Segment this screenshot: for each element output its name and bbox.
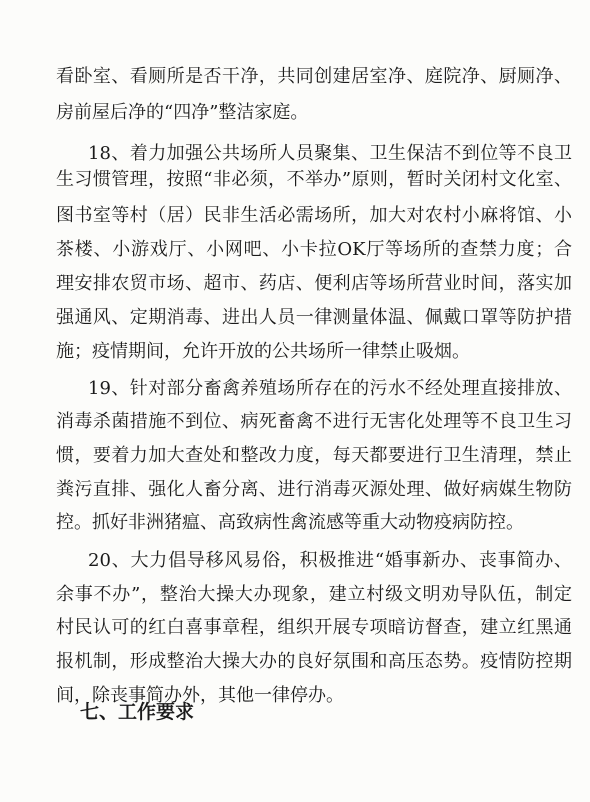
text-line: 18、着力加强公共场所人员聚集、卫生保洁不到位等不良卫: [88, 143, 572, 164]
text-line: 间，除丧事简办外，其他一律停办。: [56, 685, 344, 706]
text-line: 看卧室、看厕所是否干净，共同创建居室净、庭院净、厨厕净、: [56, 66, 572, 87]
text-line: 20、大力倡导移风易俗，积极推进“婚事新办、丧事简办、: [88, 550, 572, 571]
text-line: 茶楼、小游戏厅、小网吧、小卡拉OK厅等场所的查禁力度；合: [56, 239, 572, 260]
text-line: 报机制，形成整治大操大办的良好氛围和高压态势。疫情防控期: [56, 651, 572, 672]
section-heading: 七、工作要求: [80, 701, 195, 723]
text-line: 惯，要着力加大查处和整改力度，每天都要进行卫生清理，禁止: [56, 445, 572, 466]
text-line: 图书室等村（居）民非生活必需场所，加大对农村小麻将馆、小: [56, 205, 572, 226]
text-line: 消毒杀菌措施不到位、病死畜禽不进行无害化处理等不良卫生习: [56, 411, 572, 432]
text-line: 控。抓好非洲猪瘟、高致病性禽流感等重大动物疫病防控。: [56, 512, 524, 533]
text-line: 余事不办”，整治大操大办现象，建立村级文明劝导队伍，制定: [56, 584, 572, 605]
text-line: 19、针对部分畜禽养殖场所存在的污水不经处理直接排放、: [88, 378, 572, 399]
text-line: 房前屋后净的“四净”整洁家庭。: [56, 102, 309, 123]
text-line: 强通风、定期消毒、进出人员一律测量体温、佩戴口罩等防护措: [56, 307, 572, 328]
text-line: 生习惯管理，按照“非必须，不举办”原则，暂时关闭村文化室、: [56, 169, 572, 190]
text-line: 理安排农贸市场、超市、药店、便利店等场所营业时间，落实加: [56, 273, 572, 294]
text-line: 粪污直排、强化人畜分离、进行消毒灭源处理、做好病媒生物防: [56, 479, 572, 500]
text-line: 村民认可的红白喜事章程，组织开展专项暗访督查，建立红黑通: [56, 617, 572, 638]
text-line: 施；疫情期间，允许开放的公共场所一律禁止吸烟。: [56, 341, 470, 362]
